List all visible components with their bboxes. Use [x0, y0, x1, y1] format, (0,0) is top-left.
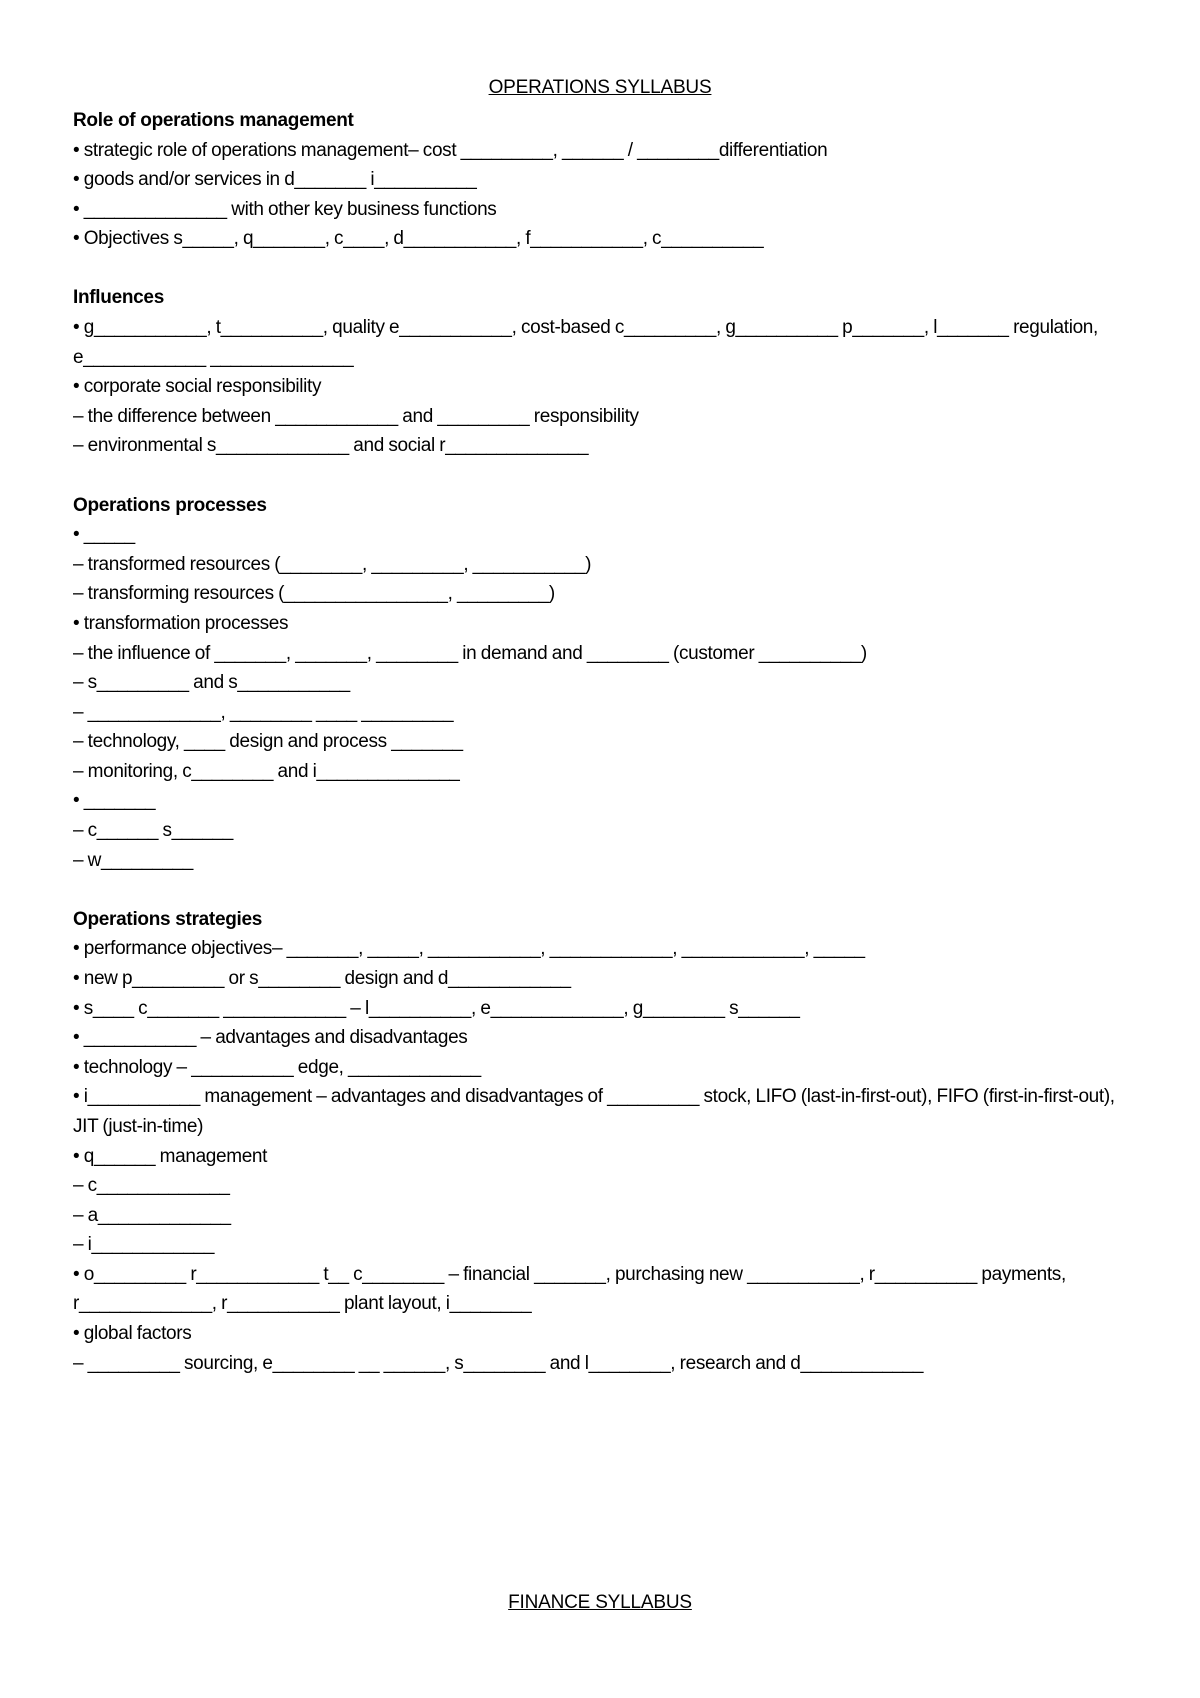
section-role-of-operations-management — [73, 106, 1133, 254]
next-document-title: FINANCE SYLLABUS — [508, 1592, 692, 1613]
section-operations-strategies — [73, 905, 1133, 1379]
section-influences — [73, 283, 1133, 461]
syllabus-line: – _________ sourcing, e________ __ ______, s________ and l________, research and d____________ — [73, 1352, 924, 1374]
syllabus-line: – i____________ — [73, 1234, 215, 1256]
syllabus-line: – monitoring, c________ and i______________ — [73, 760, 460, 782]
syllabus-line: • performance objectives– _______, _____, ___________, ____________, ____________, _____ — [73, 938, 865, 960]
syllabus-line: – transforming resources (________________, _________) — [73, 583, 555, 605]
document-title: OPERATIONS SYLLABUS — [488, 77, 712, 98]
syllabus-line: • _______ — [73, 790, 156, 812]
syllabus-line: • corporate social responsibility — [73, 376, 322, 398]
syllabus-line: – w_________ — [73, 849, 193, 871]
syllabus-line: • global factors — [73, 1323, 192, 1345]
syllabus-line: – c_____________ — [73, 1175, 230, 1197]
syllabus-line: • _____ — [73, 524, 135, 546]
syllabus-line: – a_____________ — [73, 1204, 231, 1226]
section-heading: Role of operations management — [73, 110, 354, 131]
syllabus-line: • ______________ with other key business functions — [73, 198, 497, 220]
document-body — [73, 106, 1133, 1378]
syllabus-line: – transformed resources (________, _________, ___________) — [73, 553, 592, 575]
syllabus-line: • technology – __________ edge, _____________ — [73, 1056, 481, 1078]
syllabus-line: • i___________ management – advantages and disadvantages of _________ stock, LIFO (last-in-first-out), FIFO (first-in-first-out), JIT (just-in-time) — [73, 1086, 1115, 1137]
syllabus-line: • o_________ r____________ t__ c________ – financial _______, purchasing new ___________, r__________ payments, r_____________, r___________ plant layout, i________ — [73, 1263, 1066, 1315]
syllabus-line: • Objectives s_____, q_______, c____, d___________, f___________, c__________ — [73, 228, 764, 250]
syllabus-line: • ___________ – advantages and disadvantages — [73, 1027, 468, 1049]
syllabus-line: • q______ management — [73, 1145, 268, 1167]
syllabus-line: • goods and/or services in d_______ i__________ — [73, 169, 477, 191]
syllabus-line: – c______ s______ — [73, 820, 233, 842]
syllabus-line: • new p_________ or s________ design and d____________ — [73, 967, 571, 989]
syllabus-line: – the difference between ____________ and _________ responsibility — [73, 405, 639, 427]
syllabus-line: – environmental s_____________ and social r______________ — [73, 435, 589, 457]
syllabus-line: • s____ c_______ ____________ – l__________, e_____________, g________ s______ — [73, 997, 800, 1019]
syllabus-line: – _____________, ________ ____ _________ — [73, 701, 454, 723]
section-heading: Influences — [73, 287, 164, 309]
section-heading: Operations strategies — [73, 908, 263, 930]
syllabus-line: – the influence of _______, _______, ________ in demand and ________ (customer __________) — [73, 642, 867, 664]
section-heading: Operations processes — [73, 494, 267, 516]
syllabus-line: – s_________ and s___________ — [73, 672, 350, 694]
syllabus-line: • strategic role of operations management– cost _________, ______ / ________differentiation — [73, 139, 828, 161]
section-operations-processes — [73, 491, 1133, 876]
syllabus-line: – technology, ____ design and process _______ — [73, 731, 463, 753]
syllabus-line: • transformation processes — [73, 612, 289, 634]
syllabus-line: • g___________, t__________, quality e___________, cost-based c_________, g__________ p_______, l_______ regulation, e____________ ______________ — [73, 317, 1098, 368]
